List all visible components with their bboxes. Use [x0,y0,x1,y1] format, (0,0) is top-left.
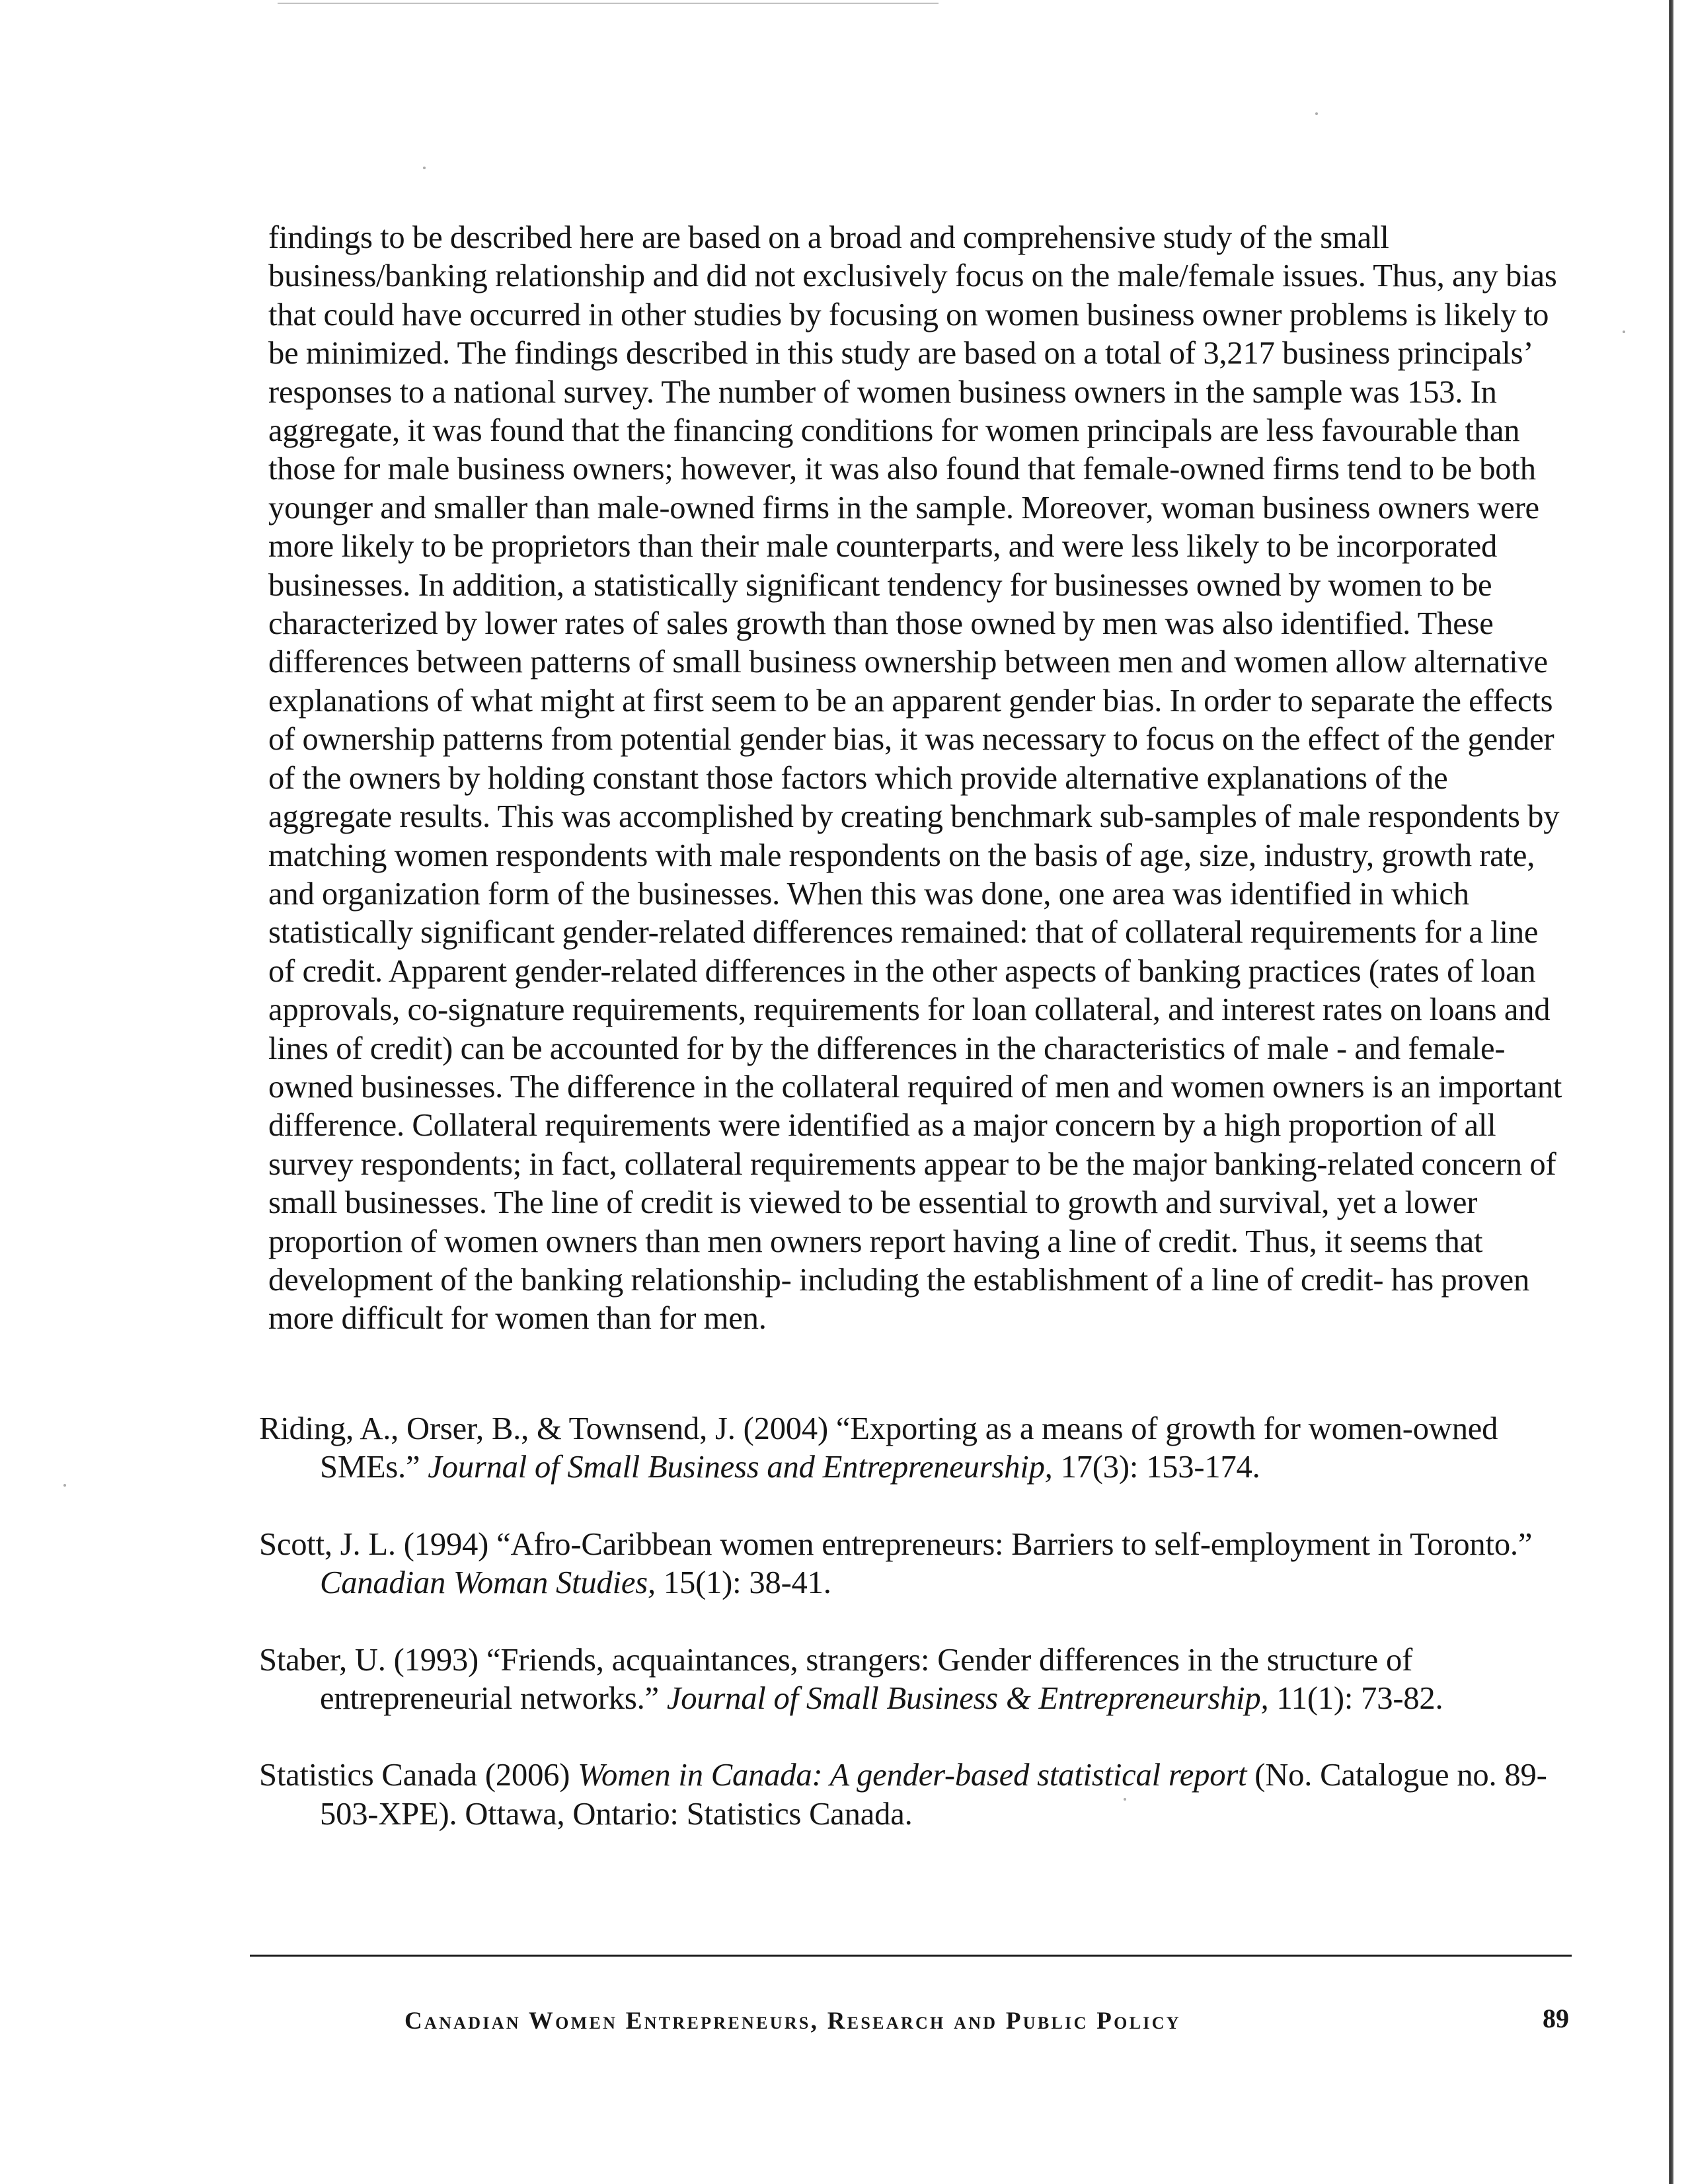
scan-speck [63,1484,66,1487]
reference-source: Journal of Small Business and Entrepreneurship, [428,1449,1053,1485]
running-footer-title: Canadian Women Entrepreneurs, Research and Public Policy [404,2008,1181,2035]
reference-lead: Statistics Canada (2006) [259,1757,578,1793]
reference-lead: Scott, J. L. (1994) “Afro-Caribbean women entrepreneurs: Barriers to self-employment in Toronto.” [259,1526,1533,1562]
reference-source: Women in Canada: A gender-based statistical report [578,1757,1247,1793]
reference-lead: Riding, A., Orser, B., & Townsend, J. (2004) “Exporting as a means of growth for women-owned SMEs.” [259,1411,1498,1485]
scan-page-edge [1669,0,1673,2184]
scan-top-rule [278,3,939,4]
reference-tail: 15(1): 38-41. [655,1565,831,1601]
reference-item [259,1641,1574,1718]
scan-speck [1623,331,1625,333]
reference-item [259,1756,1574,1833]
scan-speck [423,167,426,169]
reference-source: Canadian Woman Studies, [320,1565,656,1601]
reference-source: Journal of Small Business & Entrepreneurship, [666,1680,1269,1717]
scan-speck [1315,112,1318,115]
reference-item [259,1409,1574,1487]
reference-lead: Staber, U. (1993) “Friends, acquaintances, strangers: Gender differences in the structure of entrepreneurial networks.” [259,1641,1413,1717]
reference-tail: 11(1): 73-82. [1268,1680,1443,1717]
reference-list [259,1409,1574,1871]
footer-rule [250,1955,1572,1957]
reference-item [259,1525,1574,1602]
reference-tail: 17(3): 153-174. [1052,1449,1260,1485]
reference-tail: (No. Catalogue no. 89-503-XPE). Ottawa, Ontario: Statistics Canada. [320,1757,1547,1832]
body-paragraph: findings to be described here are based on a broad and comprehensive study of the small business/banking relationship and did not exclusively focus on the male/female issues. Thus, any bias that could have occurred in other studies by focusing on women business owner problems is likely to be minimized. The findings described in this study are based on a total of 3,217 business principals’ responses to a national survey. The number of women business owners in the sample was 153. In aggregate, it was found that the financing conditions for women principals are less favourable than those for male business owners; however, it was also found that female-owned firms tend to be both younger and smaller than male-owned firms in the sample. Moreover, woman business owners were more likely to be proprietors than their male counterparts, and were less likely to be incorporated businesses. In addition, a statistically significant tendency for businesses owned by women to be characterized by lower rates of sales growth than those owned by men was also identified. These differences between patterns of small business ownership between men and women allow alternative explanations of what might at first seem to be an apparent gender bias. In order to separate the effects of ownership patterns from potential gender bias, it was necessary to focus on the effect of the gender of the owners by holding constant those factors which provide alternative explanations of the aggregate results. This was accomplished by creating benchmark sub-samples of male respondents by matching women respondents with male respondents on the basis of age, size, industry, growth rate, and organization form of the businesses. When this was done, one area was identified in which statistically significant gender-related differences remained: that of collateral requirements for a line of credit. Apparent gender-related differences in the other aspects of banking practices (rates of loan approvals, co-signature requirements, requirements for loan collateral, and interest rates on loans and lines of credit) can be accounted for by the differences in the characteristics of male - and female-owned businesses. The difference in the collateral required of men and women owners is an important difference. Collateral requirements were identified as a major concern by a high proportion of all survey respondents; in fact, collateral requirements appear to be the major banking-related concern of small businesses. The line of credit is viewed to be essential to growth and survival, yet a lower proportion of women owners than men owners report having a line of credit. Thus, it seems that development of the banking relationship- including the establishment of a line of credit- has proven more difficult for women than for men. [268,219,1562,1337]
page-number: 89 [1543,2004,1569,2033]
